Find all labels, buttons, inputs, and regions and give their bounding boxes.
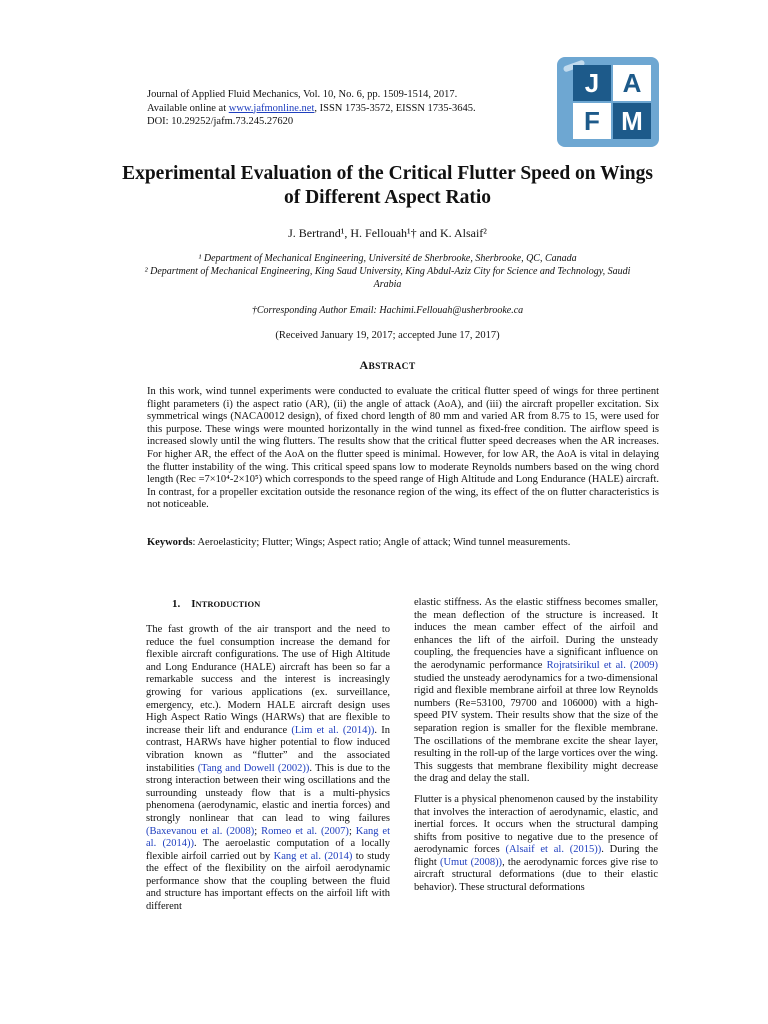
section-title-rest: NTRODUCTION — [195, 599, 261, 609]
citation-kang-2014-b[interactable]: Kang et al. (2014) — [273, 850, 353, 862]
available-prefix: Available online at — [147, 102, 229, 114]
right-column — [414, 597, 658, 895]
received-dates: (Received January 19, 2017; accepted June 17, 2017) — [275, 330, 500, 341]
keywords-line — [147, 537, 659, 550]
paper-title: Experimental Evaluation of the Critical Flutter Speed on Wings of Different Aspect Ratio — [122, 163, 653, 208]
logo-letter-j: J — [573, 65, 611, 101]
right-text-3: Flutter is a physical phenomenon caused by the instability that involves the interaction of aerodynamic, elastic, and inertial forces. It occurs when the structural damping shifts from positive to negative due to the presence of aerodynamic forces — [414, 793, 658, 856]
citation-romeo-2007[interactable]: Romeo et al. (2007) — [261, 825, 349, 837]
right-text-2: studied the unsteady aerodynamics for a two-dimensional rigid and flexible membrane airfoil at three low Reynolds numbers (Re=53100, 79700 and 106000) with a high-speed PIV system. Their results show that the size of the separation region is smaller for the flexible membrane. The oscillations of the membrane excite the shear layer, resulting in the roll-up of the large vortices over the wing. This suggests that membrane flexibility might decrease the drag and delay the stall. — [414, 672, 658, 785]
keywords-label: Keywords — [147, 537, 193, 548]
citation-separator-2: ; — [348, 825, 356, 837]
author-list: J. Bertrand¹, H. Fellouah¹† and K. Alsaif² — [288, 226, 487, 240]
citation-umut-2008[interactable]: (Umut (2008)) — [439, 856, 503, 868]
left-text-5: to study the effect of the flexibility on the airfoil aerodynamic performance show that the coupling between the fluid and structure has important effects on the airfoil lift with different — [146, 850, 390, 913]
corresponding-author: †Corresponding Author Email: Hachimi.Fellouah@usherbrooke.ca — [251, 305, 524, 316]
citation-baxevanou-2008[interactable]: (Baxevanou et al. (2008) — [146, 825, 255, 837]
doi-line: DOI: 10.29252/jafm.73.245.27620 — [147, 116, 294, 127]
keywords-text: : Aeroelasticity; Flutter; Wings; Aspect ratio; Angle of attack; Wind tunnel measurements. — [192, 537, 571, 548]
logo-letter-f: F — [573, 103, 611, 139]
right-text-4: . During the flight — [414, 844, 659, 868]
left-column — [146, 624, 390, 914]
citation-kang-2014[interactable]: Kang et al. (2014)) — [146, 825, 391, 850]
journal-header — [147, 88, 547, 129]
right-text-5: , the aerodynamic forces give rise to aircraft structural deformations (due to their elastic behavior). These structural deformations — [414, 856, 659, 894]
abstract-heading-initial: A — [359, 358, 369, 372]
citation-alsaif-2015[interactable]: (Alsaif et al. (2015)) — [505, 844, 602, 856]
right-text-1: elastic stiffness. As the elastic stiffness becomes smaller, the mean deflection of the structure is increased. It induces the mean camber effect of the airfoil and enhances the lift of the airfoil. During the unsteady coupling, the frequencies have a significant influence on the aerodynamic performance — [414, 597, 658, 671]
left-text-3: . This is due to the strong interaction between their wing oscillations and the surrounding unsteady flow that is a multi-physics phenomena (aerodynamic, elastic and inertia forces) and strongly nonlinear that can lead to wing failures — [146, 762, 390, 824]
left-text-1: The fast growth of the air transport and the need to reduce the fuel consumption increase the demand for flexible aircraft configurations. The use of High Altitude and Long Endurance (HALE) aircraft has been so far a remarkable success and the interest is increasingly growing for various applications (ex. surveillance, emergency, etc.). Modern HALE aircraft design uses High Aspect Ratio Wings (HARWs) that are flexible to increase their lift and endurance — [146, 624, 390, 736]
right-paragraph-2 — [414, 794, 658, 895]
availability-line — [147, 102, 547, 116]
citation-tang-dowell-2002[interactable]: (Tang and Dowell (2002)) — [197, 762, 310, 774]
affiliation-1: ¹ Department of Mechanical Engineering, Université de Sherbrooke, Sherbrooke, QC, Canada — [198, 253, 577, 264]
issn-text: , ISSN 1735-3572, EISSN 1735-3645. — [314, 102, 476, 114]
citation-separator-1: ; — [254, 825, 262, 837]
left-text-2: . In contrast, HARWs have higher potential to flow induced vibration known as “flutter” and the associated instabilities — [146, 724, 391, 774]
journal-logo — [557, 57, 659, 147]
left-text-4: . The aeroelastic computation of a locally flexible airfoil carried out by — [146, 838, 390, 862]
journal-website-link[interactable]: www.jafmonline.net — [228, 102, 315, 114]
section-heading-introduction — [172, 598, 260, 610]
journal-citation: Journal of Applied Fluid Mechanics, Vol. 10, No. 6, pp. 1509-1514, 2017. — [147, 89, 458, 100]
logo-letter-m: M — [613, 103, 651, 139]
citation-rojratsirikul-2009[interactable]: Rojratsirikul et al. (2009) — [546, 659, 658, 671]
abstract-heading — [120, 358, 655, 373]
paragraph-gap — [414, 786, 658, 794]
citation-lim-2014[interactable]: (Lim et al. (2014)) — [291, 724, 375, 736]
section-title-initial: I — [191, 598, 196, 610]
right-paragraph-1 — [414, 597, 658, 786]
abstract-heading-rest: BSTRACT — [368, 362, 416, 372]
section-number: 1. — [172, 598, 181, 610]
logo-letter-a: A — [613, 65, 651, 101]
abstract-body: In this work, wind tunnel experiments were conducted to evaluate the critical flutter speed of wings for three pertinent flight parameters (i) the aspect ratio (AR), (ii) the angle of attack (AoA), and (iii) the aircraft propeller excitation. Six symmetrical wings (NACA0012 design), of fixed chord length of 80 mm and varied AR from 8.75 to 15, were used for this purpose. These wings were mounted horizontally in the wind tunnel as fixed-free condition. The airflow speed is increased slowly until the wing flutters. The results show that the critical flutter speed decreases when the AR increases. For higher AR, the effect of the AoA on the flutter speed is minimal. However, for low AR, the AoA is vital in delaying the flutter instability of the wing. This critical speed spans low to moderate Reynolds numbers based on the wing chord length (Rec =7×10⁴-2×10⁵) which corresponds to the speed range of High Altitude and Long Endurance (HALE) aircraft. In contrast, for a propeller excitation outside the resonance region of the wing, its effect of the on flutter characteristics is not noticeable. — [147, 386, 659, 511]
affiliation-2: ² Department of Mechanical Engineering, King Saud University, King Abdul-Aziz City for Science and Technology, Saudi Arabia — [144, 266, 631, 290]
